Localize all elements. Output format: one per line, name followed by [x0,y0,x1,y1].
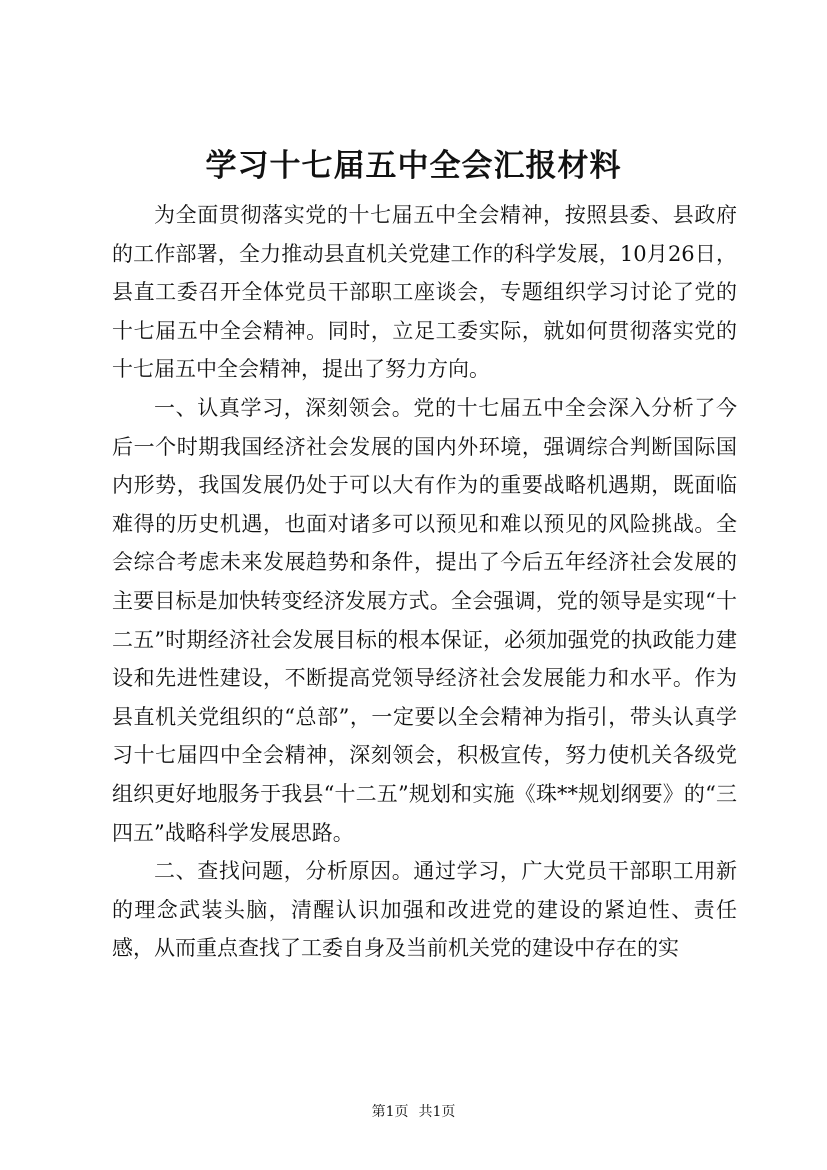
paragraph-section-1: 一、认真学习，深刻领会。党的十七届五中全会深入分析了今后一个时期我国经济社会发展的国内外环境，强调综合判断国际国内形势，我国发展仍处于可以大有作为的重要战略机遇期，既面临难得的历史机遇，也面对诸多可以预见和难以预见的风险挑战。全会综合考虑未来发展趋势和条件，提出了今后五年经济社会发展的主要目标是加快转变经济发展方式。全会强调，党的领导是实现“十二五”时期经济社会发展目标的根本保证，必须加强党的执政能力建设和先进性建设，不断提高党领导经济社会发展能力和水平。作为县直机关党组织的“总部”，一定要以全会精神为指引，带头认真学习十七届四中全会精神，深刻领会，积极宣传，努力使机关各级党组织更好地服务于我县“十二五”规划和实施《珠**规划纲要》的“三四五”战略科学发展思路。 [112,395,737,845]
paragraph-section-2: 二、查找问题，分析原因。通过学习，广大党员干部职工用新的理念武装头脑，清醒认识加强和改进党的建设的紧迫性、责任感，从而重点查找了工委自身及当前机关党的建设中存在的实 [112,859,737,961]
document-title: 学习十七届五中全会汇报材料 [205,148,622,184]
page-number: 第1页 [371,1104,409,1120]
page-footer [0,1102,827,1122]
paragraph-intro: 为全面贯彻落实党的十七届五中全会精神，按照县委、县政府的工作部署，全力推动县直机关党建工作的科学发展，10月26日，县直工委召开全体党员干部职工座谈会，专题组织学习讨论了党的十七届五中全会精神。同时，立足工委实际，就如何贯彻落实党的十七届五中全会精神，提出了努力方向。 [112,203,737,382]
page-total: 共1页 [418,1104,456,1120]
document-body [112,196,737,968]
